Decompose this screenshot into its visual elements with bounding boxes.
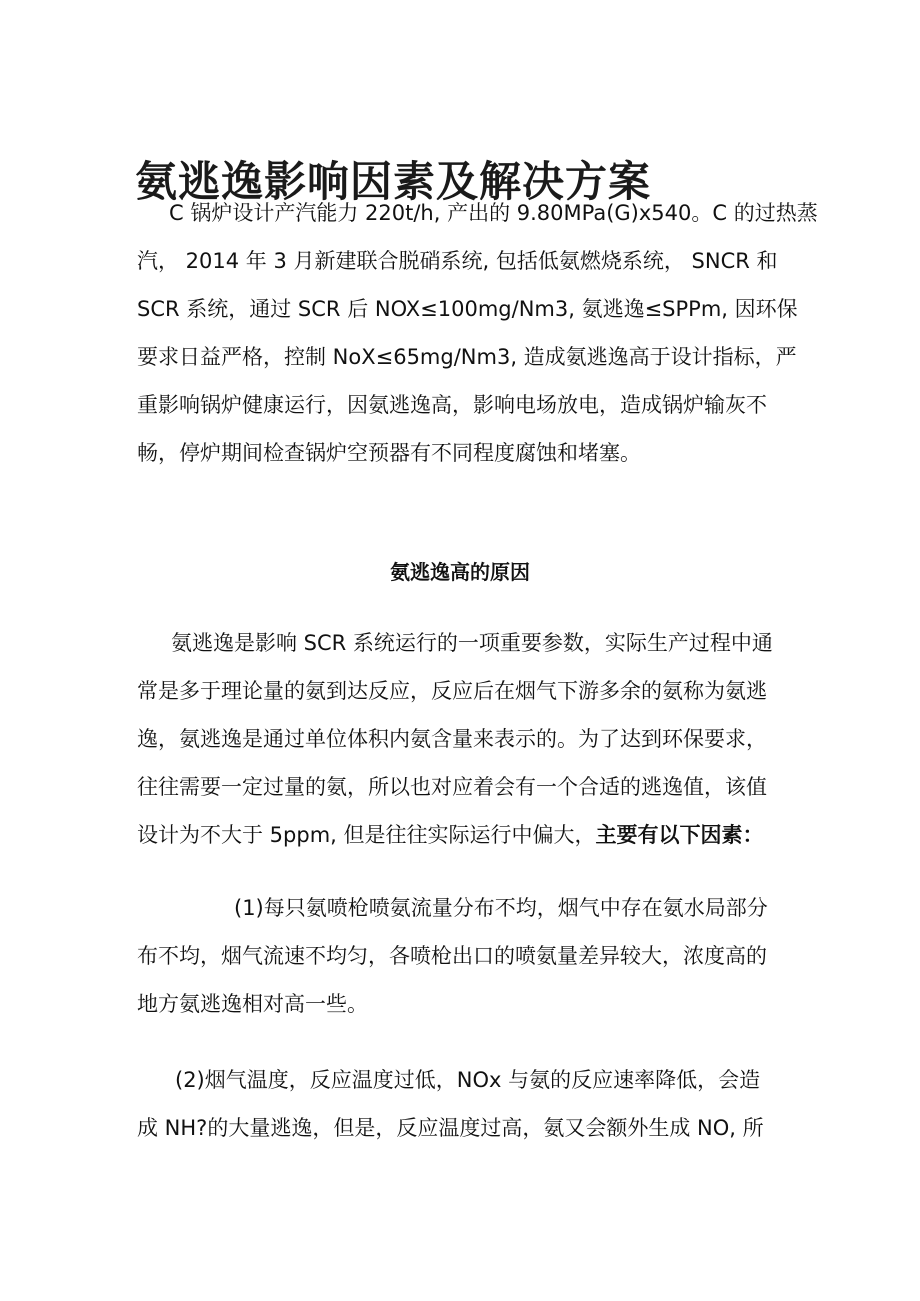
section-line-5-text: 设计为不大于 5ppm, 但是往往实际运行中偏大， [137, 823, 596, 847]
intro-line-2: 汽， 2014 年 3 月新建联合脱硝系统, 包括低氨燃烧系统， SNCR 和 [137, 249, 778, 273]
item1-line-2: 布不均，烟气流速不均匀，各喷枪出口的喷氨量差异较大，浓度高的 [137, 944, 767, 968]
intro-line-4: 要求日益严格，控制 NoX≤65mg/Nm3, 造成氨逃逸高于设计指标，严 [137, 345, 797, 369]
intro-line-3: SCR 系统，通过 SCR 后 NOX≤100mg/Nm3, 氨逃逸≤SPPm, 因环保 [137, 297, 798, 321]
factor-item-1 [137, 884, 787, 1028]
intro-paragraph [137, 189, 818, 477]
section-heading: 氨逃逸高的原因 [390, 560, 530, 584]
section-line-5 [137, 811, 787, 859]
intro-line-6: 畅，停炉期间检查锅炉空预器有不同程度腐蚀和堵塞。 [137, 441, 641, 465]
section-line-2: 常是多于理论量的氨到达反应，反应后在烟气下游多余的氨称为氨逃 [137, 679, 767, 703]
section-line-1: 氨逃逸是影响 SCR 系统运行的一项重要参数，实际生产过程中通 [171, 631, 773, 655]
factor-item-2 [137, 1056, 787, 1152]
section-paragraph [137, 619, 787, 859]
item2-line-2: 成 NH?的大量逃逸，但是，反应温度过高，氨又会额外生成 NO, 所 [137, 1116, 764, 1140]
section-line-3: 逸，氨逃逸是通过单位体积内氨含量来表示的。为了达到环保要求， [137, 727, 767, 751]
item1-line-1: (1)每只氨喷枪喷氨流量分布不均，烟气中存在氨水局部分 [234, 896, 768, 920]
intro-line-5: 重影响锅炉健康运行，因氨逃逸高，影响电场放电，造成锅炉输灰不 [137, 393, 767, 417]
intro-line-1: C 锅炉设计产汽能力 220t/h, 产出的 9.80MPa(G)x540。C 的过热蒸 [169, 201, 818, 225]
section-line-5-bold: 主要有以下因素： [595, 823, 764, 847]
section-line-4: 往往需要一定过量的氨，所以也对应着会有一个合适的逃逸值，该值 [137, 775, 767, 799]
document-title: 氨逃逸影响因素及解决方案 [135, 157, 652, 207]
item1-line-3: 地方氨逃逸相对高一些。 [137, 992, 368, 1016]
item2-line-1: (2)烟气温度，反应温度过低，NOx 与氨的反应速率降低，会造 [175, 1068, 761, 1092]
